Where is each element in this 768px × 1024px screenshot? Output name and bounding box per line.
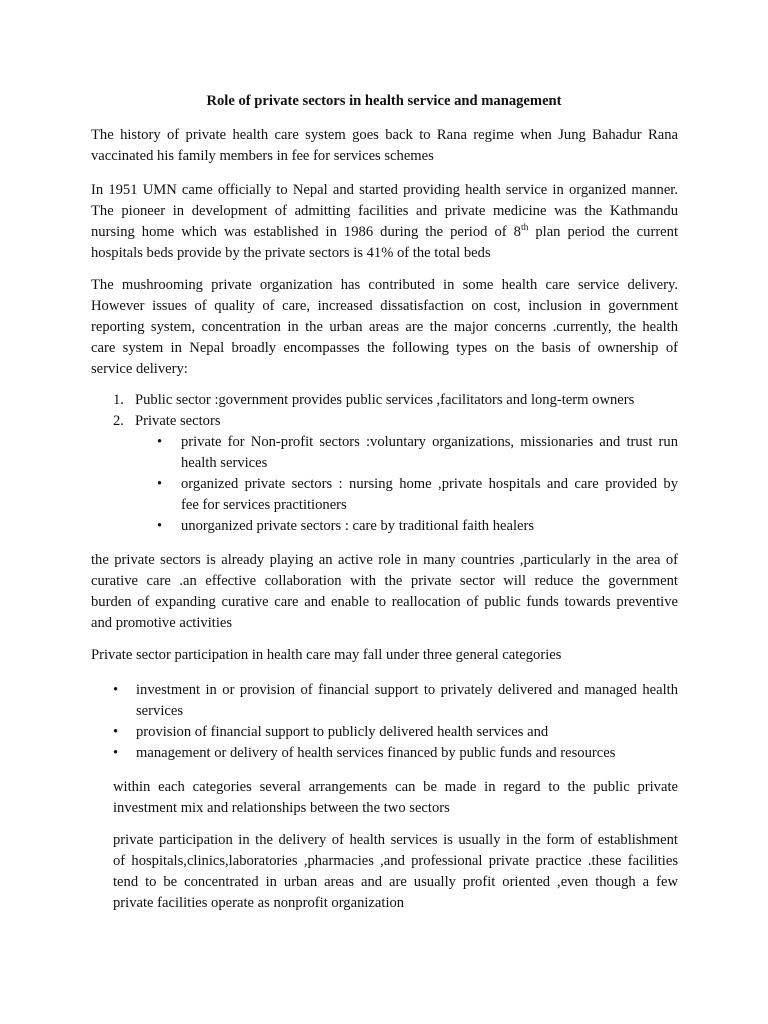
paragraph-line: The pioneer in development of admitting facilities and private medicine was the Kathmandu <box>91 203 678 219</box>
paragraph-arrangements <box>113 777 678 819</box>
paragraph-line: In 1951 UMN came officially to Nepal and started providing health service in organized manner. <box>91 182 678 198</box>
bullet-line: health services <box>181 455 268 471</box>
list-number: 2. <box>113 413 124 429</box>
paragraph-line: private participation in the delivery of health services is usually in the form of establishment <box>113 832 678 848</box>
bullet-marker: • <box>157 476 163 492</box>
paragraph-line: private facilities operate as nonprofit organization <box>113 895 405 911</box>
paragraph-line <box>91 222 678 243</box>
paragraph-line: Private sector participation in health care may fall under three general categories <box>91 647 562 663</box>
bullet-line: unorganized private sectors : care by traditional faith healers <box>181 518 535 534</box>
paragraph-line: tend to be concentrated in urban areas and are usually profit oriented ,even though a few <box>113 874 678 890</box>
list-item-text: Private sectors <box>135 413 221 429</box>
bullet-text <box>181 432 678 474</box>
bullet-marker: • <box>113 682 119 698</box>
bullet-marker: • <box>113 724 119 740</box>
bullet-line: fee for services practitioners <box>181 497 347 513</box>
bullet-text <box>136 680 678 722</box>
bullet-line: provision of financial support to publicly delivered health services and <box>136 724 549 740</box>
paragraph-line: and promotive activities <box>91 615 233 631</box>
bullet-line: services <box>136 703 184 719</box>
paragraph-line: hospitals beds provide by the private sectors is 41% of the total beds <box>91 245 491 261</box>
paragraph-categories-intro <box>91 645 678 666</box>
paragraph-line: burden of expanding curative care and enable to reallocation of public funds towards preventive <box>91 594 678 610</box>
paragraph-line: care system in Nepal broadly encompasses the following types on the basis of ownership of <box>91 340 678 356</box>
paragraph-mushrooming <box>91 275 678 380</box>
paragraph-history <box>91 125 678 167</box>
bullet-text <box>136 722 678 743</box>
paragraph-private-participation <box>113 830 678 914</box>
paragraph-line: curative care .an effective collaboration with the private sector will reduce the government <box>91 573 678 589</box>
paragraph-line: reporting system, concentration in the urban areas are the major concerns .currently, the health <box>91 319 678 335</box>
paragraph-line-part: plan period the current <box>528 224 679 240</box>
bullet-line: investment in or provision of financial support to privately delivered and managed health <box>136 682 678 698</box>
paragraph-line: The mushrooming private organization has contributed in some health care service delivery. <box>91 277 678 293</box>
bullet-text <box>181 474 678 516</box>
list-number: 1. <box>113 392 124 408</box>
list-item-text: Public sector :government provides public services ,facilitators and long-term owners <box>135 392 635 408</box>
paragraph-line: The history of private health care system goes back to Rana regime when Jung Bahadur Rana <box>91 127 678 143</box>
bullet-line: private for Non-profit sectors :voluntary organizations, missionaries and trust run <box>181 434 678 450</box>
paragraph-line-part: nursing home which was established in 1986 during the period of 8 <box>91 224 521 240</box>
bullet-line: management or delivery of health services financed by public funds and resources <box>136 745 616 761</box>
paragraph-line: service delivery: <box>91 361 188 377</box>
page-title: Role of private sectors in health service and management <box>206 93 562 109</box>
bullet-marker: • <box>157 434 163 450</box>
paragraph-active-role <box>91 550 678 634</box>
paragraph-line: of hospitals,clinics,laboratories ,pharmacies ,and professional private practice .these facilities <box>113 853 678 869</box>
bullet-marker: • <box>157 518 163 534</box>
bullet-text <box>181 516 678 537</box>
paragraph-line: However issues of quality of care, increased dissatisfaction on cost, inclusion in government <box>91 298 678 314</box>
paragraph-umn <box>91 180 678 264</box>
bullet-marker: • <box>113 745 119 761</box>
bullet-text <box>136 743 678 764</box>
bullet-line: organized private sectors : nursing home ,private hospitals and care provided by <box>181 476 678 492</box>
paragraph-line: investment mix and relationships between the two sectors <box>113 800 450 816</box>
paragraph-line: vaccinated his family members in fee for services schemes <box>91 148 434 164</box>
ordinal-superscript: th <box>520 223 529 233</box>
paragraph-line: within each categories several arrangements can be made in regard to the public private <box>113 779 678 795</box>
paragraph-line: the private sectors is already playing an active role in many countries ,particularly in the area of <box>91 552 678 568</box>
